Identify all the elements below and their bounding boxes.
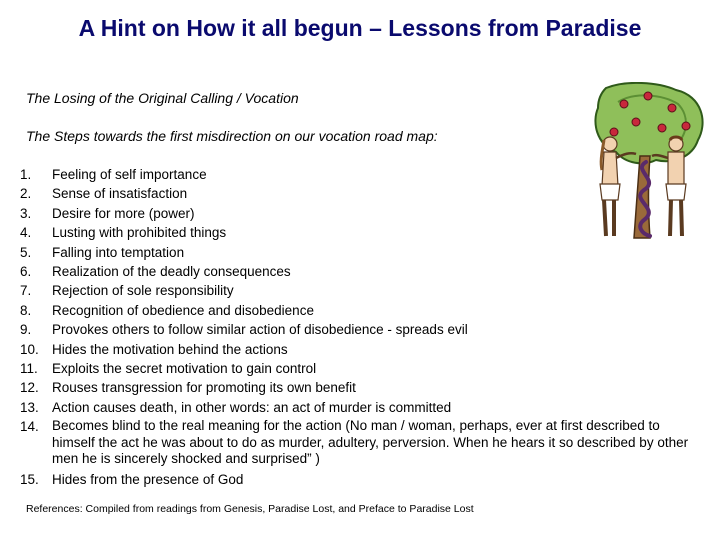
list-item bbox=[20, 340, 700, 359]
list-item bbox=[20, 398, 700, 417]
step-number: 11. bbox=[20, 361, 38, 377]
step-text: Lusting with prohibited things bbox=[52, 225, 227, 241]
step-text: Sense of insatisfaction bbox=[52, 186, 188, 202]
adam-eve-tree-serpent-icon bbox=[578, 82, 708, 242]
step-number: 13. bbox=[20, 399, 39, 415]
step-text: Rejection of sole responsibility bbox=[52, 283, 234, 299]
step-number: 3. bbox=[20, 205, 32, 221]
step-number: 5. bbox=[20, 244, 32, 260]
step-number: 10. bbox=[20, 341, 39, 357]
step-text: Provokes others to follow similar action of disobedience - spreads evil bbox=[52, 322, 468, 338]
step-text: Hides from the presence of God bbox=[52, 471, 244, 487]
list-item bbox=[20, 359, 700, 378]
step-text: Becomes blind to the real meaning for the action (No man / woman, perhaps, ever at first described to himself the act he was about to do as murder, adultery, perversion. When he hears it so described by other men he is sincerely shocked and surprised” ) bbox=[52, 418, 689, 467]
page-title: A Hint on How it all begun – Lessons from Paradise bbox=[78, 15, 642, 41]
step-text: Action causes death, in other words: an act of murder is committed bbox=[52, 399, 452, 415]
step-number: 4. bbox=[20, 225, 32, 241]
step-text: Feeling of self importance bbox=[52, 167, 207, 182]
list-item bbox=[20, 470, 700, 489]
steps-heading: The Steps towards the first misdirection on our vocation road map: bbox=[26, 128, 438, 144]
step-number: 7. bbox=[20, 283, 32, 299]
step-number: 1. bbox=[20, 167, 32, 182]
list-item bbox=[20, 301, 700, 320]
list-item bbox=[20, 243, 700, 262]
step-number: 8. bbox=[20, 302, 32, 318]
subtitle: The Losing of the Original Calling / Vocation bbox=[26, 90, 299, 106]
step-text: Rouses transgression for promoting its own benefit bbox=[52, 380, 356, 396]
references: References: Compiled from readings from Genesis, Paradise Lost, and Preface to Paradise Lost bbox=[26, 503, 474, 515]
list-item bbox=[20, 262, 700, 281]
step-number: 2. bbox=[20, 186, 32, 202]
step-number: 6. bbox=[20, 264, 32, 280]
step-text: Hides the motivation behind the actions bbox=[52, 341, 288, 357]
list-item bbox=[20, 281, 700, 300]
step-number: 15. bbox=[20, 471, 39, 487]
step-text: Falling into temptation bbox=[52, 244, 185, 260]
step-number: 9. bbox=[20, 322, 32, 338]
step-number: 14. bbox=[20, 419, 39, 435]
list-item bbox=[20, 378, 700, 397]
list-item bbox=[20, 417, 700, 470]
step-text: Realization of the deadly consequences bbox=[52, 264, 291, 280]
step-number: 12. bbox=[20, 380, 39, 396]
step-text: Exploits the secret motivation to gain control bbox=[52, 361, 317, 377]
step-text: Recognition of obedience and disobedience bbox=[52, 302, 314, 318]
list-item bbox=[20, 320, 700, 339]
step-text: Desire for more (power) bbox=[52, 205, 195, 221]
